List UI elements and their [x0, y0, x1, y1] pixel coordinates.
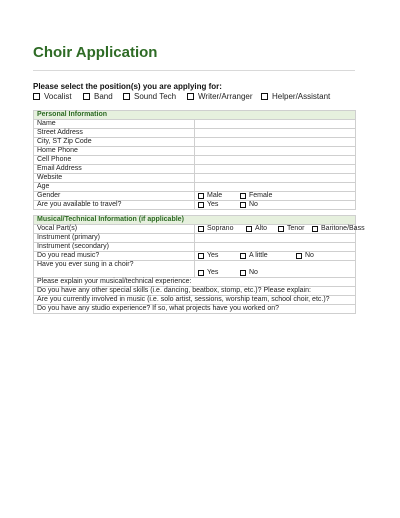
field-label: Street Address [34, 129, 195, 138]
option-travel-yes[interactable] [198, 201, 218, 209]
travel-options [195, 201, 356, 210]
home-phone-input[interactable] [195, 147, 356, 156]
field-label: Have you ever sung in a choir? [34, 261, 195, 278]
field-label: Do you read music? [34, 252, 195, 261]
field-row-street [34, 129, 356, 138]
personal-info-heading: Personal Information [34, 111, 356, 120]
option-label: Tenor [287, 225, 305, 232]
field-row-website [34, 174, 356, 183]
option-label: Male [207, 192, 223, 199]
field-row-name [34, 120, 356, 129]
option-label: Alto [255, 225, 268, 232]
option-sound-tech[interactable] [123, 92, 176, 101]
checkbox-icon[interactable] [33, 93, 40, 100]
field-label: Name [34, 120, 195, 129]
read-music-options [195, 252, 356, 261]
field-row-read-music [34, 252, 356, 261]
option-vocalist[interactable] [33, 92, 72, 101]
position-options [33, 92, 363, 104]
field-label: Instrument (primary) [34, 234, 195, 243]
option-label: Helper/Assistant [272, 92, 331, 101]
field-label: Instrument (secondary) [34, 243, 195, 252]
checkbox-icon[interactable] [198, 253, 204, 259]
option-read-yes[interactable] [198, 252, 218, 260]
option-male[interactable] [198, 192, 222, 200]
field-row-travel [34, 201, 356, 210]
field-row-email [34, 165, 356, 174]
checkbox-icon[interactable] [198, 202, 204, 208]
checkbox-icon[interactable] [278, 226, 284, 232]
option-label: Female [249, 192, 273, 199]
field-label: Website [34, 174, 195, 183]
instrument-primary-input[interactable] [195, 234, 356, 243]
website-input[interactable] [195, 174, 356, 183]
checkbox-icon[interactable] [240, 253, 246, 259]
field-row-instrument-secondary [34, 243, 356, 252]
option-label: Vocalist [44, 92, 72, 101]
cell-phone-input[interactable] [195, 156, 356, 165]
checkbox-icon[interactable] [83, 93, 90, 100]
option-choir-yes[interactable] [198, 269, 218, 277]
field-label: Vocal Part(s) [34, 225, 195, 234]
field-row-gender [34, 192, 356, 201]
instrument-secondary-input[interactable] [195, 243, 356, 252]
city-input[interactable] [195, 138, 356, 147]
field-label: Email Address [34, 165, 195, 174]
field-row-cell-phone [34, 156, 356, 165]
field-row-home-phone [34, 147, 356, 156]
question-label: Are you currently involved in music (i.e. solo artist, sessions, worship team, school choir, etc.)? [34, 296, 356, 305]
option-label: Baritone/Bass [321, 225, 365, 232]
musical-info-table [33, 215, 365, 314]
question-label: Do you have any other special skills (i.e. dancing, beatbox, stomp, etc.)? Please explain: [34, 287, 356, 296]
choir-options [195, 261, 356, 278]
checkbox-icon[interactable] [240, 193, 246, 199]
field-row-vocal [34, 225, 356, 234]
checkbox-icon[interactable] [187, 93, 194, 100]
option-label: No [249, 269, 258, 276]
option-read-a-little[interactable] [240, 252, 268, 260]
option-label: Yes [207, 269, 219, 276]
name-input[interactable] [195, 120, 356, 129]
option-label: No [249, 201, 258, 208]
checkbox-icon[interactable] [240, 270, 246, 276]
question-row-skills[interactable] [34, 287, 356, 296]
question-row-experience[interactable] [34, 278, 356, 287]
option-travel-no[interactable] [240, 201, 258, 209]
question-label: Please explain your musical/technical experience: [34, 278, 356, 287]
age-input[interactable] [195, 183, 356, 192]
option-label: No [305, 252, 314, 259]
page-title: Choir Application [33, 44, 158, 61]
field-label: City, ST Zip Code [34, 138, 195, 147]
gender-options [195, 192, 356, 201]
field-label: Age [34, 183, 195, 192]
vocal-options [195, 225, 365, 234]
option-female[interactable] [240, 192, 272, 200]
checkbox-icon[interactable] [240, 202, 246, 208]
positions-heading: Please select the position(s) you are applying for: [33, 82, 222, 91]
field-label: Cell Phone [34, 156, 195, 165]
field-row-choir [34, 261, 356, 278]
email-input[interactable] [195, 165, 356, 174]
option-label: Soprano [207, 225, 234, 232]
checkbox-icon[interactable] [246, 226, 252, 232]
field-label: Are you available to travel? [34, 201, 195, 210]
field-label: Home Phone [34, 147, 195, 156]
option-label: Band [94, 92, 113, 101]
field-row-age [34, 183, 356, 192]
street-input[interactable] [195, 129, 356, 138]
option-band[interactable] [83, 92, 113, 101]
checkbox-icon[interactable] [296, 253, 302, 259]
option-tenor[interactable] [278, 225, 305, 233]
option-writer-arranger[interactable] [187, 92, 253, 101]
personal-info-table [33, 110, 356, 210]
checkbox-icon[interactable] [198, 226, 204, 232]
option-label: A little [249, 252, 268, 259]
option-read-no[interactable] [296, 252, 314, 260]
question-row-involvement[interactable] [34, 296, 356, 305]
field-row-city [34, 138, 356, 147]
option-label: Yes [207, 201, 219, 208]
option-soprano[interactable] [198, 225, 233, 233]
question-row-studio[interactable] [34, 305, 356, 314]
option-choir-no[interactable] [240, 269, 258, 277]
musical-info-heading: Musical/Technical Information (if applicable) [34, 216, 356, 225]
field-row-instrument-primary [34, 234, 356, 243]
field-label: Gender [34, 192, 195, 201]
option-alto[interactable] [246, 225, 267, 233]
option-label: Writer/Arranger [198, 92, 253, 101]
title-divider [33, 70, 355, 71]
question-label: Do you have any studio experience? If so, what projects have you worked on? [34, 305, 356, 314]
checkbox-icon[interactable] [123, 93, 130, 100]
option-helper-assistant[interactable] [261, 92, 330, 101]
option-label: Sound Tech [134, 92, 177, 101]
checkbox-icon[interactable] [312, 226, 318, 232]
checkbox-icon[interactable] [198, 270, 204, 276]
option-baritone-bass[interactable] [312, 225, 365, 233]
checkbox-icon[interactable] [198, 193, 204, 199]
checkbox-icon[interactable] [261, 93, 268, 100]
option-label: Yes [207, 252, 219, 259]
